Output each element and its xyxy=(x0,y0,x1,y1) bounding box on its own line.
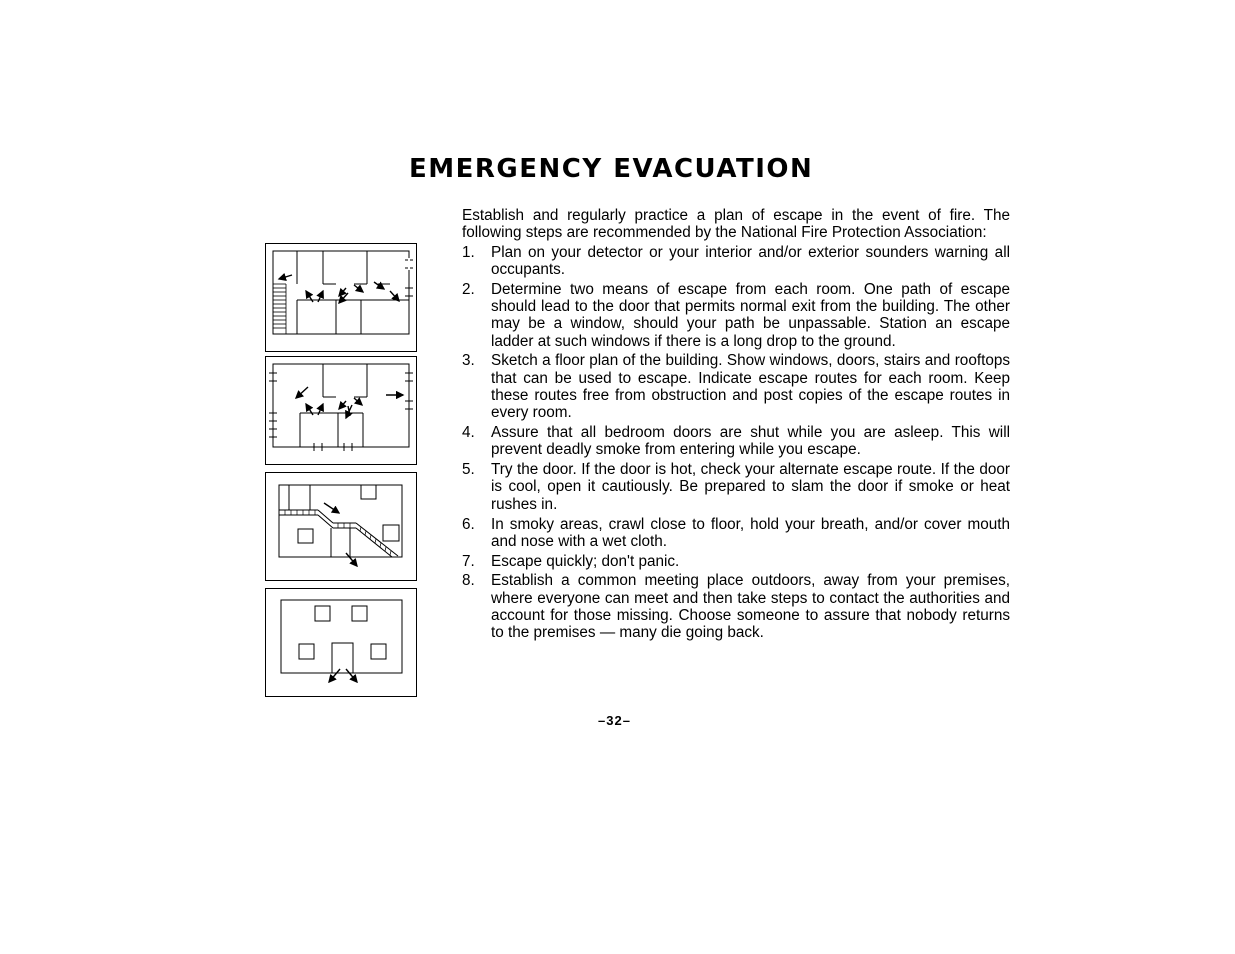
step-number: 4. xyxy=(462,424,475,442)
step-number: 6. xyxy=(462,515,475,533)
list-item xyxy=(462,281,1010,350)
floor-plan-upper-drawing xyxy=(266,244,416,351)
list-item xyxy=(462,461,1010,513)
step-text: Try the door. If the door is hot, check your alternate escape route. If the door is cool, open it cautiously. Be prepared to slam the door if smoke or heat rushes in. xyxy=(491,461,1010,513)
list-item xyxy=(462,244,1010,279)
step-text: Escape quickly; don't panic. xyxy=(491,552,680,570)
stairway-section-drawing xyxy=(266,473,416,580)
stairway-section-figure xyxy=(265,472,417,581)
list-item xyxy=(462,424,1010,459)
steps-list xyxy=(462,244,1010,642)
floor-plan-figure-lower xyxy=(265,356,417,465)
list-item xyxy=(462,553,1010,570)
step-number: 2. xyxy=(462,280,475,298)
step-text: Determine two means of escape from each room. One path of escape should lead to the door that permits normal exit from the building. The other may be a window, should your path be unpassable. Station an escape ladder at such windows if there is a long drop to the ground. xyxy=(491,280,1010,350)
page-title: EMERGENCY EVACUATION xyxy=(409,154,814,184)
step-text: In smoky areas, crawl close to floor, hold your breath, and/or cover mouth and nose with a wet cloth. xyxy=(491,515,1010,550)
floor-plan-lower-drawing xyxy=(266,357,416,464)
step-number: 1. xyxy=(462,243,475,261)
floor-plan-figure-upper xyxy=(265,243,417,352)
step-number: 8. xyxy=(462,572,475,590)
house-exterior-figure xyxy=(265,588,417,697)
page-number: –32– xyxy=(598,713,631,728)
step-text: Assure that all bedroom doors are shut while you are asleep. This will prevent deadly smoke from entering while you escape. xyxy=(491,424,1010,459)
step-number: 3. xyxy=(462,352,475,370)
house-exterior-drawing xyxy=(266,589,416,696)
step-number: 5. xyxy=(462,461,475,479)
list-item xyxy=(462,352,1010,421)
list-item xyxy=(462,572,1010,641)
step-text: Establish a common meeting place outdoors, away from your premises, where everyone can meet and then take steps to contact the authorities and account for those missing. Choose someone to assure that nobody returns to the premises — many die going back. xyxy=(491,572,1010,642)
list-item xyxy=(462,516,1010,551)
step-text: Plan on your detector or your interior and/or exterior sounders warning all occupants. xyxy=(491,243,1010,278)
step-number: 7. xyxy=(462,552,475,570)
intro-paragraph: Establish and regularly practice a plan of escape in the event of fire. The following steps are recommended by the National Fire Protection Association: xyxy=(462,207,1010,242)
step-text: Sketch a floor plan of the building. Show windows, doors, stairs and rooftops that can be used to escape. Indicate escape routes for each room. Keep these routes free from obstruction and post copies of the escape routes in every room. xyxy=(491,352,1010,422)
evacuation-instructions xyxy=(462,207,1010,644)
